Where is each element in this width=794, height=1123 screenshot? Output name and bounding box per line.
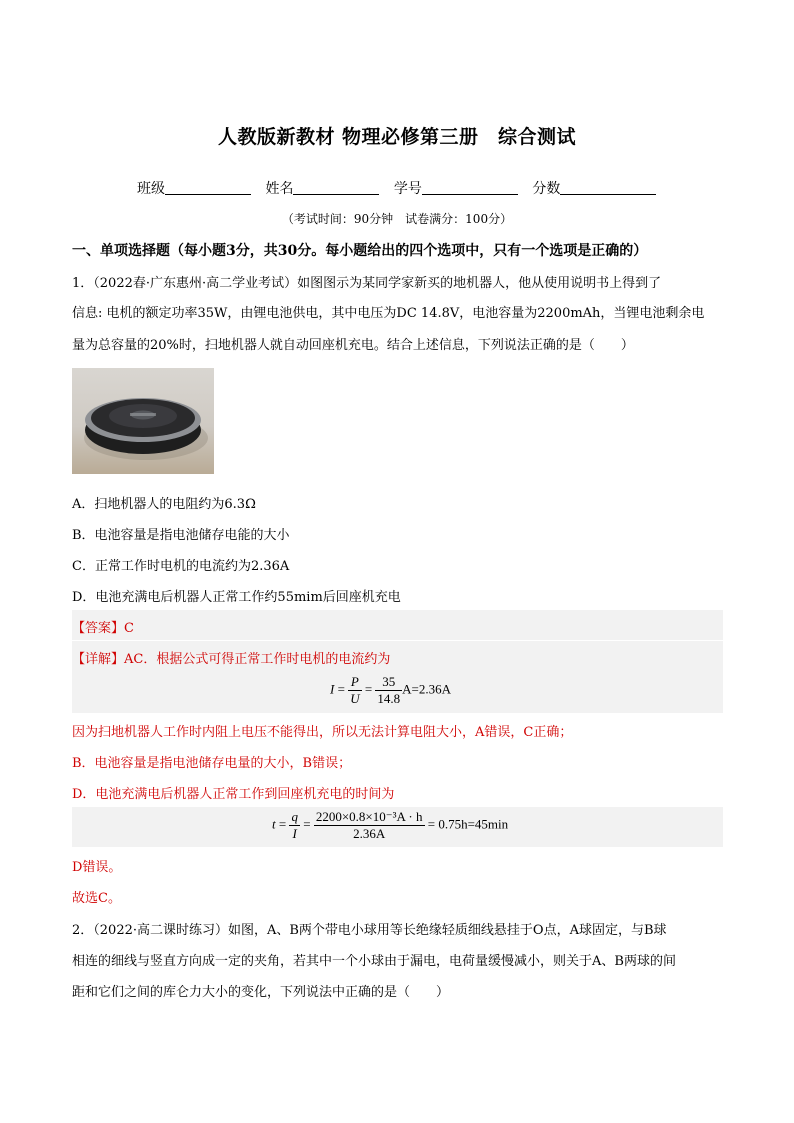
detail-line (72, 648, 390, 667)
robot-vacuum-image (72, 368, 214, 474)
id-label: 学号 (393, 181, 422, 197)
page-title: 人教版新教材 物理必修第三册 综合测试 (217, 126, 577, 148)
q1-option-b[interactable]: B．电池容量是指电池储存电能的大小 (72, 528, 290, 543)
formula2-frac1-den: I (292, 826, 297, 841)
robot-vacuum-illustration (72, 368, 214, 474)
formula2-result: = 0.75h=45min (424, 816, 509, 832)
exam-info: （考试时间：90分钟 试卷满分：100分） (281, 212, 513, 226)
class-label: 班级 (137, 181, 165, 197)
answer-tag: 【答案】 (72, 621, 125, 636)
name-label: 姓名 (265, 181, 294, 197)
formula1-frac2-den: 14.8 (377, 691, 401, 706)
q1-stem-line3: 量为总容量的20%时，扫地机器人就自动回座机充电。结合上述信息，下列说法正确的是（ ） (72, 338, 634, 353)
detail-tag: 【详解】 (72, 652, 125, 667)
q1-option-c[interactable]: C．正常工作时电机的电流约为2.36A (72, 559, 290, 574)
formula1-frac1-num: P (348, 674, 361, 691)
formula2-frac2-den: 2.36A (353, 826, 386, 841)
formula1-frac-pu (348, 674, 361, 707)
q1-option-d[interactable]: D．电池充满电后机器人正常工作约55mim后回座机充电 (72, 590, 401, 605)
student-info-row (137, 178, 666, 198)
formula1-lhs: I (330, 681, 335, 697)
conclusion: 故选C。 (72, 891, 121, 906)
formula-time: t = $\frac{q}{I}$ = $\frac{\text{2200×0.8×10⁻³A · h}}{2.36A}$ = 0.75h=45min (272, 809, 509, 841)
answer-value: C (124, 621, 134, 636)
d-wrong: D错误。 (72, 860, 122, 875)
detail-intro: AC．根据公式可得正常工作时电机的电流约为 (124, 652, 391, 667)
answer-shade (72, 610, 723, 640)
formula1-frac1-den: U (350, 691, 360, 706)
formula-current: I = $\frac{P}{U}$ = $\frac{35}{14.8}$ A=2.36A (330, 674, 452, 706)
formula2-frac2-num: 2200×0.8×10⁻³A · h (315, 809, 423, 824)
explain-line3: D．电池充满电后机器人正常工作到回座机充电的时间为 (72, 787, 395, 802)
formula2-lhs: t (272, 816, 276, 832)
q1-option-a[interactable]: A．扫地机器人的电阻约为6.3Ω (72, 497, 256, 512)
formula2-frac1-num: q (291, 809, 298, 824)
formula1-frac-values (375, 674, 402, 707)
formula1-eq: = (334, 681, 349, 697)
formula1-result: A=2.36A (402, 681, 452, 697)
formula1-frac2-num: 35 (375, 674, 402, 691)
section-heading: 一、单项选择题（每小题3分，共30分。每小题给出的四个选项中，只有一个选项是正确的） (72, 243, 648, 259)
q1-stem-line2: 信息: 电机的额定功率35W，由锂电池供电，其中电压为DC 14.8V，电池容量为2200mAh，当锂电池剩余电 (72, 306, 705, 321)
q1-stem-line1: 1．（2022春·广东惠州·高二学业考试）如图图示为某同学家新买的地机器人，他从使用说明书上得到了 (72, 276, 662, 291)
id-blank[interactable] (422, 180, 518, 195)
explain-line2: B．电池容量是指电池储存电量的大小，B错误； (72, 756, 352, 771)
answer-line (72, 617, 134, 636)
explain-line1: 因为扫地机器人工作时内阻上电压不能得出，所以无法计算电阻大小，A错误，C正确； (72, 725, 573, 740)
formula2-frac-qi (289, 809, 300, 842)
formula2-eq: = (275, 816, 290, 832)
class-blank[interactable] (165, 180, 251, 195)
formula2-frac-values (314, 809, 425, 842)
q2-stem-line3: 距和它们之间的库仑力大小的变化，下列说法中正确的是（ ） (72, 985, 450, 1000)
q2-stem-line1: 2．（2022·高二课时练习）如图，A、B两个带电小球用等长绝缘轻质细线悬挂于O点，A球固定，与B球 (72, 923, 667, 938)
score-label: 分数 (532, 181, 561, 197)
score-blank[interactable] (560, 180, 656, 195)
q2-stem-line2: 相连的细线与竖直方向成一定的夹角，若其中一个小球由于漏电，电荷量缓慢减小，则关于A、B两球的间 (72, 954, 676, 969)
name-blank[interactable] (293, 180, 379, 195)
